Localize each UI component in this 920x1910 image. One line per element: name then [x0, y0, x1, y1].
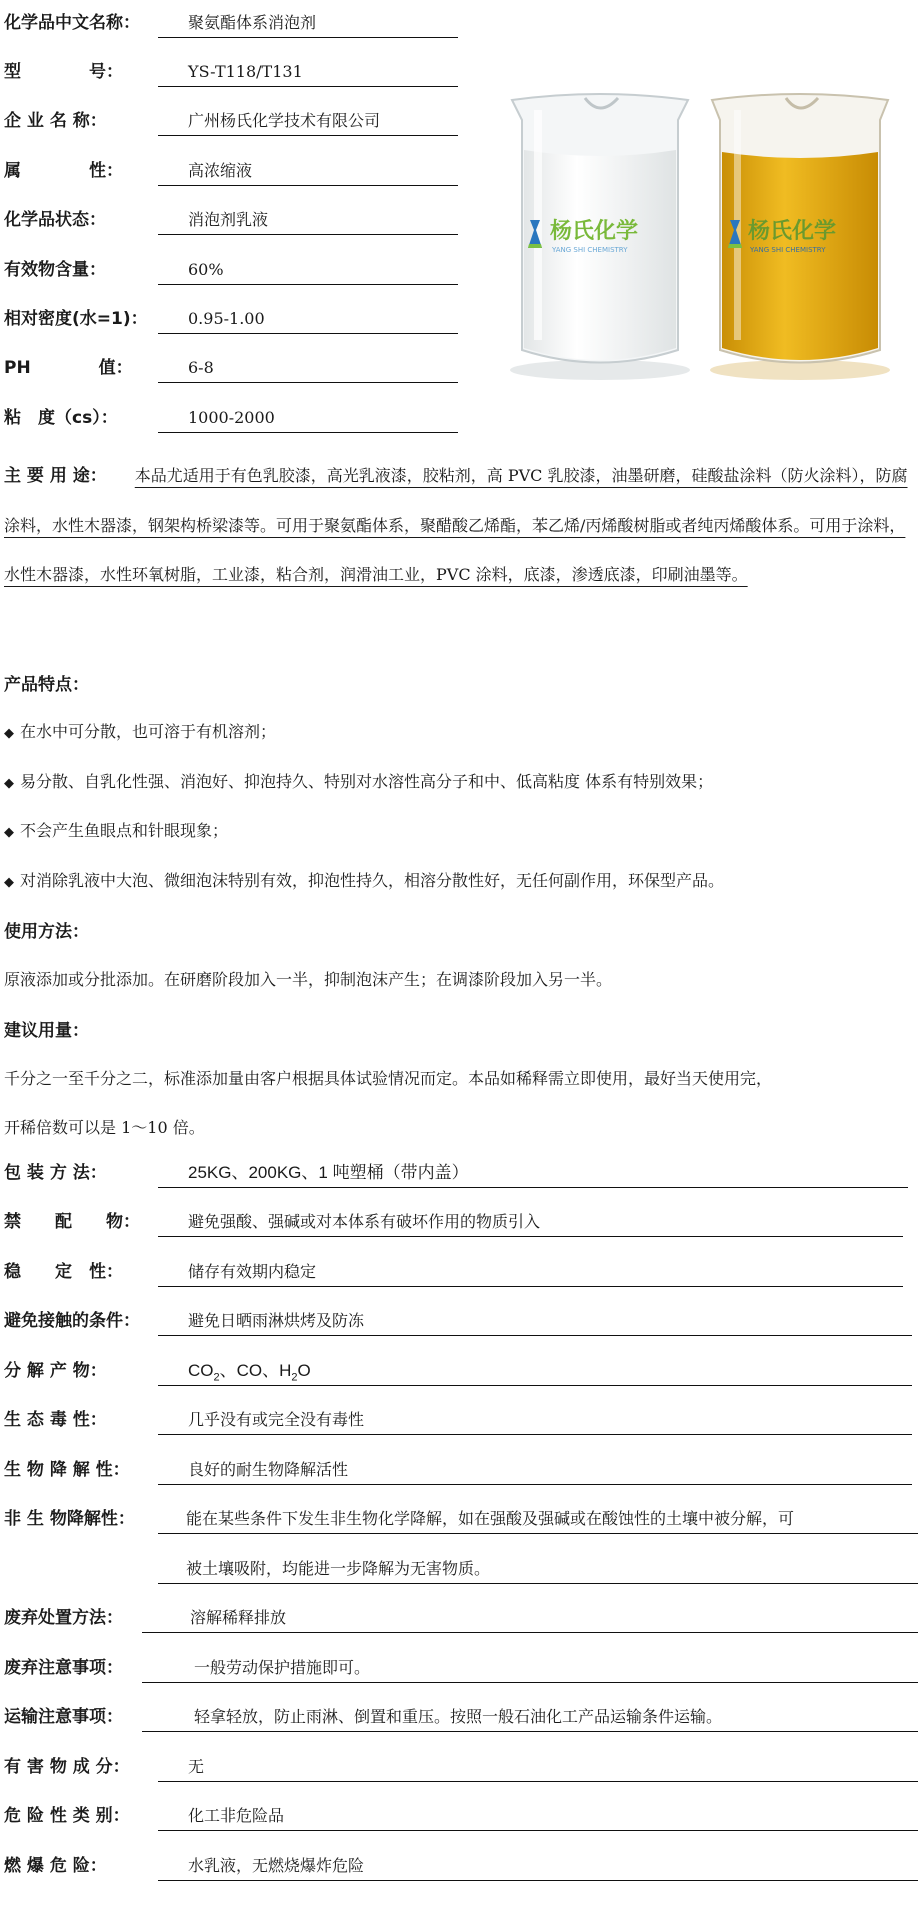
usage-label: 主 要 用 途： [4, 466, 107, 486]
field-label: 稳 定 性： [4, 1262, 123, 1282]
field-value: 0.95-1.00 [158, 307, 458, 334]
field-value: 广州杨氏化学技术有限公司 [158, 109, 458, 136]
field-label: 包 装 方 法： [4, 1163, 107, 1183]
field-value: 良好的耐生物降解活性 [158, 1458, 912, 1485]
field-model [4, 57, 458, 87]
field-value: 1000-2000 [158, 406, 458, 433]
field-value: 6-8 [158, 356, 458, 383]
field-value: 避免强酸、强碱或对本体系有破坏作用的物质引入 [158, 1210, 903, 1237]
field-value: 高浓缩液 [158, 159, 458, 186]
field-value: 几乎没有或完全没有毒性 [158, 1408, 912, 1435]
field-biodegradability [4, 1455, 912, 1485]
field-label: 相对密度(水=1)： [4, 309, 148, 329]
diamond-bullet-icon: ◆ [4, 875, 14, 890]
dosage-heading: 建议用量： [4, 1021, 89, 1041]
field-density [4, 304, 458, 334]
field-label: PH 值： [4, 358, 133, 378]
field-viscosity [4, 403, 458, 433]
usage-paragraph [4, 451, 916, 600]
field-value: 消泡剂乳液 [158, 208, 458, 235]
svg-text:YANG SHI CHEMISTRY: YANG SHI CHEMISTRY [750, 246, 826, 254]
dosage-line: 开稀倍数可以是 1～10 倍。 [4, 1118, 205, 1137]
field-avoid-conditions [4, 1306, 912, 1336]
field-hazard-class [4, 1801, 918, 1831]
feature-item: ◆ 不会产生鱼眼点和针眼现象； [4, 821, 229, 840]
field-packaging [4, 1158, 908, 1188]
field-label: 生 物 降 解 性： [4, 1460, 130, 1480]
field-label: 型 号： [4, 62, 123, 82]
field-label: 危 险 性 类 别： [4, 1806, 130, 1826]
feature-item: ◆ 易分散、自乳化性强、消泡好、抑泡持久、特别对水溶性高分子和中、低高粘度 体系有特别效果； [4, 772, 714, 791]
field-disposal-notes [4, 1653, 918, 1683]
field-value: 储存有效期内稳定 [158, 1260, 903, 1287]
field-hazardous-components [4, 1752, 918, 1782]
field-disposal-method [4, 1603, 918, 1633]
svg-text:杨氏化学: 杨氏化学 [748, 219, 837, 244]
field-incompatible [4, 1207, 903, 1237]
field-label: 燃 爆 危 险： [4, 1856, 107, 1876]
field-label: 运输注意事项： [4, 1707, 123, 1727]
beaker-white-icon [510, 94, 690, 380]
field-value: 一般劳动保护措施即可。 [142, 1656, 918, 1683]
product-photo [490, 80, 910, 390]
field-value: YS-T118/T131 [158, 60, 458, 87]
diamond-bullet-icon: ◆ [4, 726, 14, 741]
field-value: 溶解稀释排放 [142, 1606, 918, 1633]
field-value: 无 [158, 1755, 918, 1782]
field-label: 属 性： [4, 161, 123, 181]
method-text: 原液添加或分批添加。在研磨阶段加入一半，抑制泡沫产生；在调漆阶段加入另一半。 [4, 970, 613, 989]
field-value: 能在某些条件下发生非生物化学降解，如在强酸及强碱或在酸蚀性的土壤中被分解，可 [158, 1507, 918, 1534]
svg-text:YANG SHI CHEMISTRY: YANG SHI CHEMISTRY [552, 246, 628, 254]
field-label: 有 害 物 成 分： [4, 1757, 130, 1777]
field-label: 废弃处置方法： [4, 1608, 123, 1628]
field-label: 禁 配 物： [4, 1212, 140, 1232]
beaker-amber-icon [710, 94, 890, 380]
field-label: 分 解 产 物： [4, 1361, 107, 1381]
field-value: 避免日晒雨淋烘烤及防冻 [158, 1309, 912, 1336]
field-value: 25KG、200KG、1 吨塑桶（带内盖） [158, 1161, 908, 1188]
diamond-bullet-icon: ◆ [4, 776, 14, 791]
feature-item: ◆ 在水中可分散，也可溶于有机溶剂； [4, 722, 277, 741]
field-label: 生 态 毒 性： [4, 1410, 107, 1430]
field-active-content [4, 255, 458, 285]
field-value: 水乳液，无燃烧爆炸危险 [158, 1854, 918, 1881]
field-ph [4, 353, 458, 383]
field-value: 化工非危险品 [158, 1804, 918, 1831]
field-value: $CO_2$、CO、$H_2O$ [158, 1359, 912, 1386]
field-label: 粘 度（cs）： [4, 408, 118, 428]
field-fire-explosion [4, 1851, 918, 1881]
field-decomposition [4, 1356, 912, 1386]
dosage-line: 千分之一至千分之二，标准添加量由客户根据具体试验情况而定。本品如稀释需立即使用，最好当天使用完， [4, 1069, 773, 1088]
field-abiotic-degradation-cont [158, 1554, 918, 1584]
field-eco-toxicity [4, 1405, 912, 1435]
field-label: 避免接触的条件： [4, 1311, 140, 1331]
features-heading: 产品特点： [4, 675, 89, 695]
feature-item: ◆ 对消除乳液中大泡、微细泡沫特别有效，抑泡性持久，相溶分散性好，无任何副作用，环保型产品。 [4, 871, 725, 890]
field-value: 60% [158, 258, 458, 285]
diamond-bullet-icon: ◆ [4, 825, 14, 840]
field-company [4, 106, 458, 136]
field-property [4, 156, 458, 186]
field-value: 被土壤吸附，均能进一步降解为无害物质。 [158, 1557, 918, 1584]
svg-text:杨氏化学: 杨氏化学 [550, 219, 639, 244]
field-label: 有效物含量： [4, 260, 106, 280]
field-stability [4, 1257, 903, 1287]
field-value: 轻拿轻放，防止雨淋、倒置和重压。按照一般石油化工产品运输条件运输。 [142, 1705, 918, 1732]
field-value: 聚氨酯体系消泡剂 [158, 11, 458, 38]
field-cn-name [4, 8, 458, 38]
field-label: 化学品中文名称： [4, 13, 140, 33]
field-label: 企 业 名 称： [4, 111, 107, 131]
field-label: 废弃注意事项： [4, 1658, 123, 1678]
field-state [4, 205, 458, 235]
field-abiotic-degradation [4, 1504, 918, 1534]
method-heading: 使用方法： [4, 922, 89, 942]
usage-text: 本品尤适用于有色乳胶漆，高光乳液漆，胶粘剂，高 PVC 乳胶漆，油墨研磨，硅酸盐涂料（防火涂料），防腐涂料，水性木器漆，钢架构桥梁漆等。可用于聚氨酯体系，聚醋酸乙烯酯，苯乙烯/丙烯酸树脂或者纯丙烯酸体系。可用于涂料，水性木器漆，水性环氧树脂，工业漆，粘合剂，润滑油工业，PVC 涂料，底漆，渗透底漆，印刷油墨等。 [4, 466, 908, 584]
field-label: 化学品状态： [4, 210, 106, 230]
field-label: 非 生 物降解性： [4, 1509, 135, 1529]
field-transport-notes [4, 1702, 918, 1732]
